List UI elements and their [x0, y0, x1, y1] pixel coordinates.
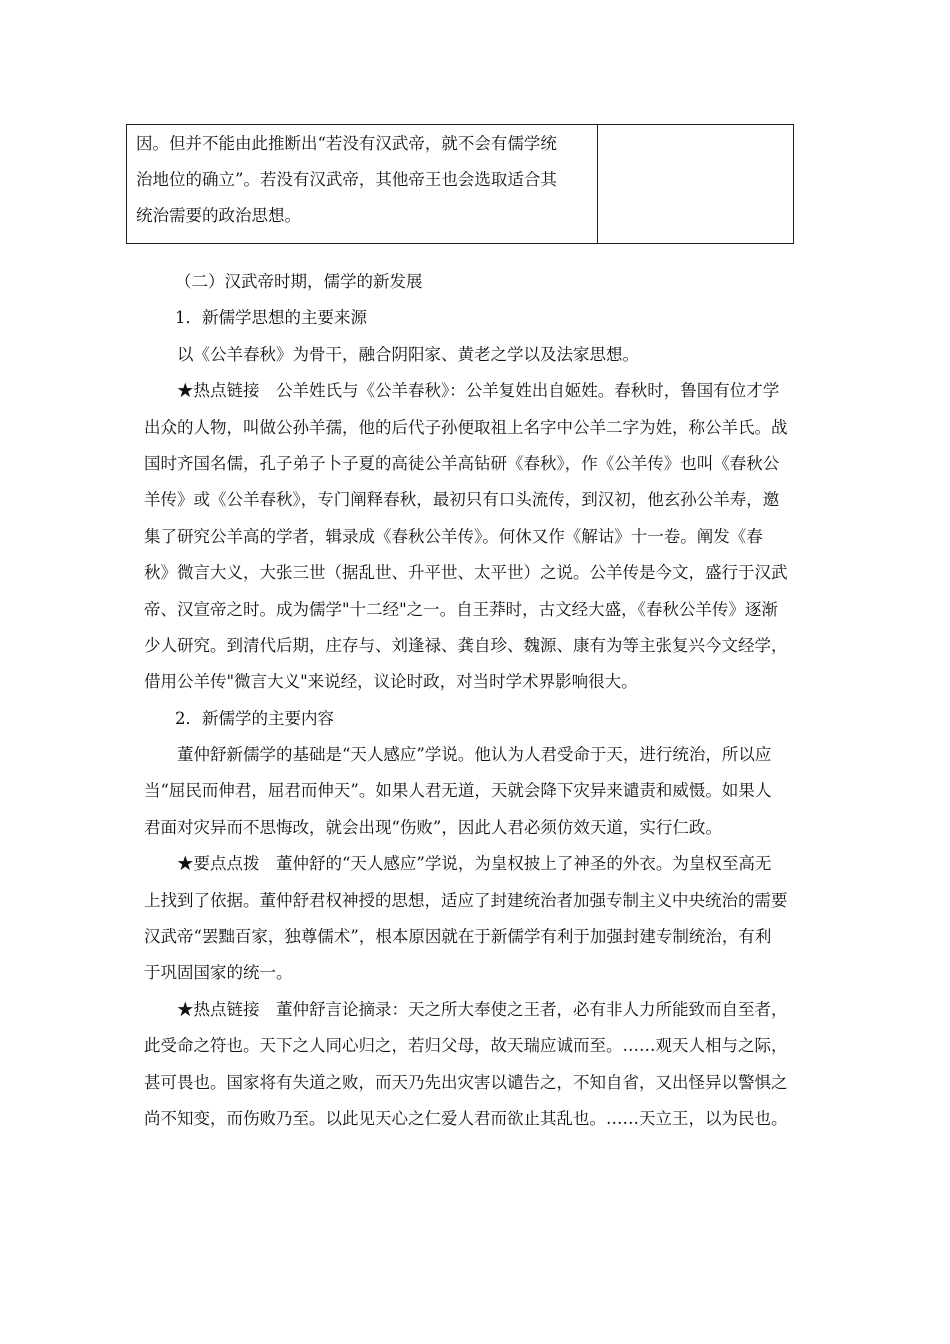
paragraph-line: 以《公羊春秋》为骨干，融合阴阳家、黄老之学以及法家思想。 — [177, 344, 639, 364]
hotspot-link-line: ★热点链接 公羊姓氏与《公羊春秋》：公羊复姓出自姬姓。春秋时，鲁国有位才学 — [177, 381, 780, 401]
paragraph-line: 出众的人物，叫做公孙羊孺，他的后代子孙便取祖上名字中公羊二字为姓，称公羊氏。战 — [144, 417, 788, 437]
table-line: 治地位的确立”。若没有汉武帝，其他帝王也会选取适合其 — [136, 170, 557, 189]
table-column-divider — [597, 125, 598, 243]
paragraph-line: 秋》微言大义，大张三世（据乱世、升平世、太平世）之说。公羊传是今文，盛行于汉武 — [144, 563, 788, 583]
paragraph-line: 当“屈民而伸君，屈君而伸天”。如果人君无道，天就会降下灾异来谴责和威慑。如果人 — [144, 781, 772, 801]
body-text — [144, 264, 809, 1137]
table-left-cell — [136, 125, 591, 234]
key-point-line: ★要点点拨 董仲舒的“天人感应”学说，为皇权披上了神圣的外衣。为皇权至高无 — [177, 854, 772, 874]
subsection-heading: 2．新儒学的主要内容 — [175, 708, 334, 728]
paragraph-line: 此受命之符也。天下之人同心归之，若归父母，故天瑞应诚而至。……观天人相与之际， — [144, 1036, 788, 1056]
paragraph-line: 国时齐国名儒，孔子弟子卜子夏的高徒公羊高钻研《春秋》，作《公羊传》也叫《春秋公 — [144, 453, 780, 473]
table-line: 统治需要的政治思想。 — [136, 206, 301, 225]
paragraph-line: 帝、汉宣帝之时。成为儒学"十二经"之一。自王莽时，古文经大盛，《春秋公羊传》逐渐 — [144, 599, 778, 619]
paragraph-line: 少人研究。到清代后期，庄存与、刘逢禄、龚自珍、魏源、康有为等主张复兴今文经学， — [144, 635, 788, 655]
hotspot-link-line: ★热点链接 董仲舒言论摘录：天之所大奉使之王者，必有非人力所能致而自至者， — [177, 999, 788, 1019]
paragraph-line: 尚不知变，而伤败乃至。以此见天心之仁爱人君而欲止其乱也。……天立王，以为民也。 — [144, 1108, 788, 1128]
subsection-heading: 1．新儒学思想的主要来源 — [175, 308, 367, 328]
section-heading: （二）汉武帝时期，儒学的新发展 — [175, 272, 423, 291]
paragraph-line: 借用公羊传"微言大义"来说经，议论时政，对当时学术界影响很大。 — [144, 672, 638, 692]
paragraph-line: 集了研究公羊高的学者，辑录成《春秋公羊传》。何休又作《解诂》十一卷。阐发《春 — [144, 526, 763, 546]
table-line: 因。但并不能由此推断出“若没有汉武帝，就不会有儒学统 — [136, 134, 557, 153]
paragraph-line: 羊传》或《公羊春秋》，专门阐释春秋，最初只有口头流传，到汉初，他玄孙公羊寿，邀 — [144, 490, 780, 510]
paragraph-line: 于巩固国家的统一。 — [144, 963, 293, 983]
paragraph-line: 汉武帝“罢黜百家，独尊儒术”，根本原因就在于新儒学有利于加强封建专制统治，有利 — [144, 927, 772, 947]
paragraph-line: 甚可畏也。国家将有失道之败，而天乃先出灾害以谴告之，不知自省，又出怪异以警惧之 — [144, 1072, 788, 1092]
continued-table — [126, 124, 794, 244]
paragraph-line: 君面对灾异而不思悔改，就会出现“伤败”，因此人君必须仿效天道，实行仁政。 — [144, 817, 722, 837]
paragraph-line: 上找到了依据。董仲舒君权神授的思想，适应了封建统治者加强专制主义中央统治的需要 — [144, 890, 788, 910]
paragraph-line: 董仲舒新儒学的基础是“天人感应”学说。他认为人君受命于天，进行统治，所以应 — [177, 745, 772, 765]
